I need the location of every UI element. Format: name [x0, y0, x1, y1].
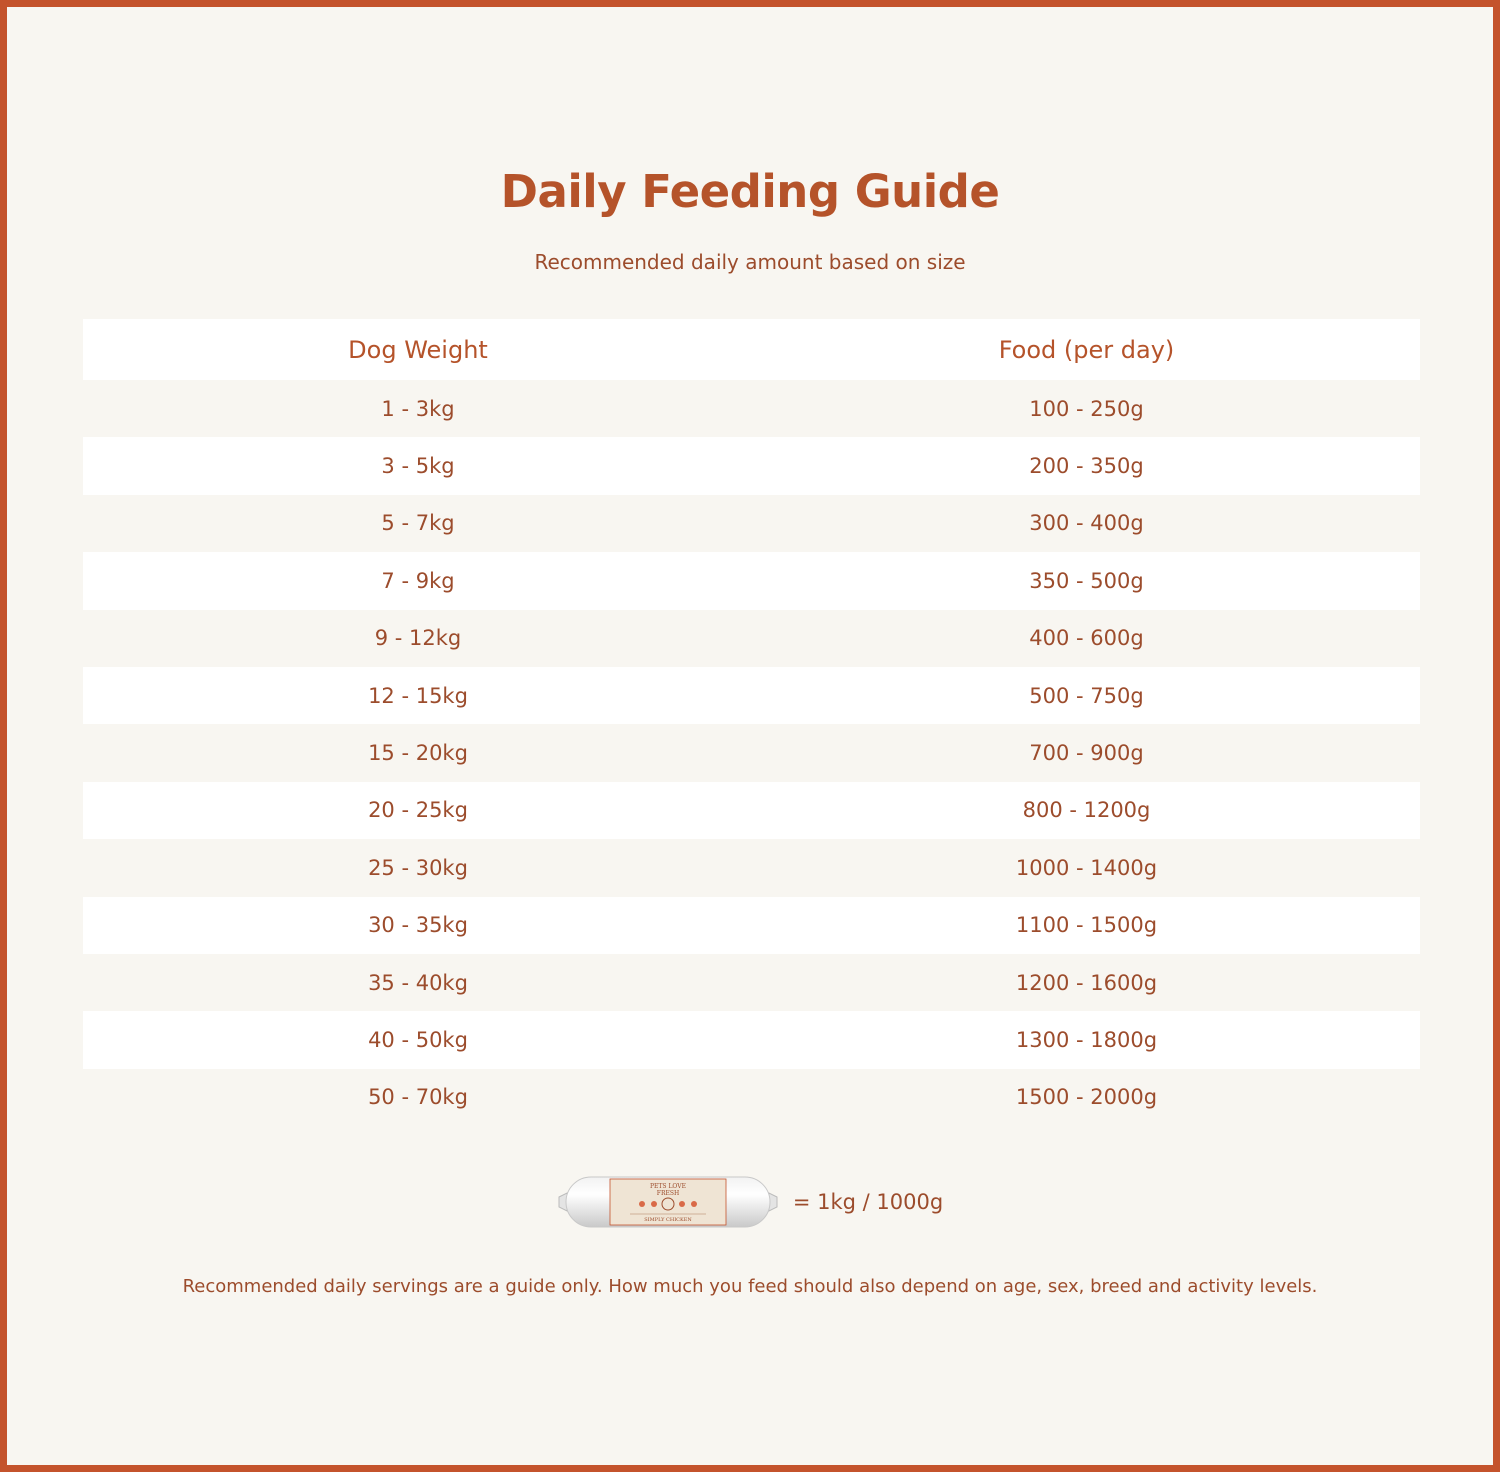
portion-legend: [7, 1173, 1493, 1231]
disclaimer-note: Recommended daily servings are a guide only. How much you feed should also depend on age, sex, breed and activity levels.: [182, 1276, 1318, 1297]
table-row: [83, 610, 1420, 667]
weight-cell: 25 - 30kg: [368, 855, 468, 880]
weight-cell: 40 - 50kg: [368, 1027, 468, 1052]
weight-cell: 1 - 3kg: [381, 396, 455, 421]
page-title: Daily Feeding Guide: [500, 165, 1000, 218]
column-header-dog-weight: Dog Weight: [348, 335, 488, 364]
table-row: [83, 839, 1420, 896]
table-row: [83, 1011, 1420, 1068]
weight-cell: 15 - 20kg: [368, 741, 468, 766]
table-header-row: [83, 319, 1420, 380]
food-cell: 300 - 400g: [1029, 511, 1144, 536]
weight-cell: 30 - 35kg: [368, 913, 468, 938]
table-row: [83, 724, 1420, 781]
column-header-food-per-day: Food (per day): [998, 335, 1175, 364]
feeding-table: [83, 319, 1420, 1126]
weight-cell: 9 - 12kg: [374, 626, 462, 651]
portion-equivalence: = 1kg / 1000g: [792, 1190, 944, 1214]
weight-cell: 50 - 70kg: [368, 1085, 468, 1110]
food-cell: 1000 - 1400g: [1015, 855, 1158, 880]
food-cell: 1500 - 2000g: [1015, 1085, 1158, 1110]
food-cell: 350 - 500g: [1029, 568, 1144, 593]
food-cell: 1100 - 1500g: [1015, 913, 1158, 938]
table-row: [83, 552, 1420, 609]
table-row: [83, 1069, 1420, 1126]
table-row: [83, 897, 1420, 954]
weight-cell: 7 - 9kg: [381, 568, 455, 593]
weight-cell: 5 - 7kg: [381, 511, 455, 536]
food-cell: 800 - 1200g: [1022, 798, 1151, 823]
table-row: [83, 495, 1420, 552]
table-row: [83, 437, 1420, 494]
page-subtitle: Recommended daily amount based on size: [534, 250, 966, 274]
weight-cell: 3 - 5kg: [381, 454, 455, 479]
table-row: [83, 380, 1420, 437]
food-cell: 500 - 750g: [1029, 683, 1144, 708]
weight-cell: 20 - 25kg: [368, 798, 468, 823]
food-cell: 400 - 600g: [1029, 626, 1144, 651]
roll-brand-line1: PETS LOVE: [649, 1183, 686, 1190]
weight-cell: 12 - 15kg: [368, 683, 468, 708]
food-cell: 1300 - 1800g: [1015, 1027, 1158, 1052]
food-cell: 200 - 350g: [1029, 454, 1144, 479]
food-cell: 700 - 900g: [1029, 741, 1144, 766]
food-cell: 100 - 250g: [1029, 396, 1144, 421]
roll-brand-line2: FRESH: [656, 1190, 680, 1197]
food-cell: 1200 - 1600g: [1015, 970, 1158, 995]
table-row: [83, 667, 1420, 724]
roll-flavor: SIMPLY CHICKEN: [644, 1217, 692, 1223]
food-roll-icon: [557, 1173, 779, 1231]
weight-cell: 35 - 40kg: [368, 970, 468, 995]
table-row: [83, 954, 1420, 1011]
table-row: [83, 782, 1420, 839]
